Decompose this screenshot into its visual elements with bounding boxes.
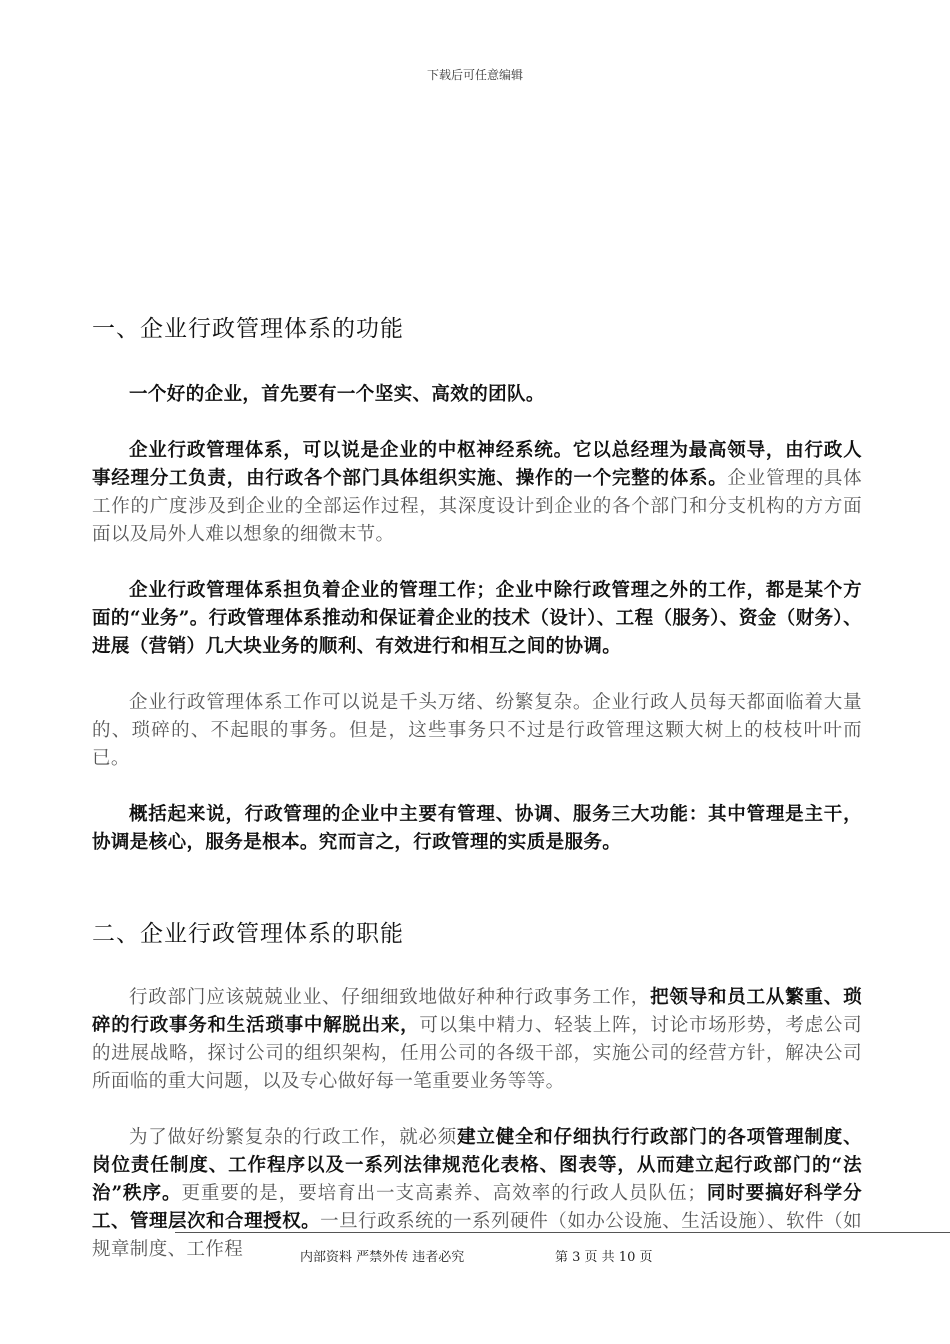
section2-paragraph-1 bbox=[92, 984, 862, 1096]
bold-text: 一个好的企业，首先要有一个坚实、高效的团队。 bbox=[129, 384, 545, 405]
page-number: 第 3 页 共 10 页 bbox=[555, 1250, 653, 1265]
footer-confidential-note: 内部资料 严禁外传 违者必究 bbox=[300, 1250, 465, 1265]
bold-text: 同时要搞好科学分工、管理层次和合理授权。 bbox=[92, 1183, 862, 1232]
section1-heading: 一、企业行政管理体系的功能 bbox=[92, 316, 404, 342]
plain-text: 行政部门应该兢兢业业、仔细细致地做好种种行政事务工作， bbox=[129, 987, 651, 1008]
plain-text: 企业管理的具体工作的广度涉及到企业的全部运作过程，其深度设计到企业的各个部门和分支机构的方方面面以及局外人难以想象的细微末节。 bbox=[92, 468, 862, 545]
bold-text: 企业行政管理体系担负着企业的管理工作；企业中除行政管理之外的工作，都是某个方面的“业务”。行政管理体系推动和保证着企业的技术（设计）、工程（服务）、资金（财务）、进展（营销）几大块业务的顺利、有效进行和相互之间的协调。 bbox=[92, 580, 862, 657]
plain-text: 一旦行政系统的一系列硬件（如办公设施、生活设施）、软件（如规章制度、工作程 bbox=[92, 1211, 862, 1260]
footer-divider bbox=[175, 1232, 950, 1233]
bold-text: 把领导和员工从繁重、琐碎的行政事务和生活琐事中解脱出来， bbox=[92, 987, 862, 1036]
document-body bbox=[92, 300, 862, 1264]
section1-paragraph-3 bbox=[92, 577, 862, 661]
section1-paragraph-2 bbox=[92, 437, 862, 549]
section1-paragraph-4 bbox=[92, 689, 862, 773]
plain-text: 企业行政管理体系工作可以说是千头万绪、纷繁复杂。企业行政人员每天都面临着大量的、琐碎的、不起眼的事务。但是，这些事务只不过是行政管理这颗大树上的枝枝叶叶而已。 bbox=[92, 692, 862, 769]
section1-paragraph-5 bbox=[92, 801, 862, 857]
plain-text: 可以集中精力、轻装上阵，讨论市场形势，考虑公司的进展战略，探讨公司的组织架构，任用公司的各级干部，实施公司的经营方针，解决公司所面临的重大问题，以及专心做好每一笔重要业务等等。 bbox=[92, 1015, 862, 1092]
bold-text: 概括起来说，行政管理的企业中主要有管理、协调、服务三大功能：其中管理是主干，协调是核心，服务是根本。究而言之，行政管理的实质是服务。 bbox=[92, 804, 862, 853]
section2-heading: 二、企业行政管理体系的职能 bbox=[92, 921, 404, 947]
header-note: 下载后可任意编辑 bbox=[426, 68, 523, 82]
section2-paragraph-2 bbox=[92, 1124, 862, 1264]
section1-paragraph-1 bbox=[92, 381, 862, 409]
plain-text: 为了做好纷繁复杂的行政工作，就必须 bbox=[129, 1127, 458, 1148]
bold-text: 建立健全和仔细执行行政部门的各项管理制度、岗位责任制度、工作程序以及一系列法律规范化表格、图表等，从而建立起行政部门的“法治”秩序。 bbox=[92, 1127, 862, 1204]
bold-text: 企业行政管理体系，可以说是企业的中枢神经系统。它以总经理为最高领导，由行政人事经理分工负责，由行政各个部门具体组织实施、操作的一个完整的体系。 bbox=[92, 440, 862, 489]
plain-text: 更重要的是，要培育出一支高素养、高效率的行政人员队伍； bbox=[181, 1183, 707, 1204]
